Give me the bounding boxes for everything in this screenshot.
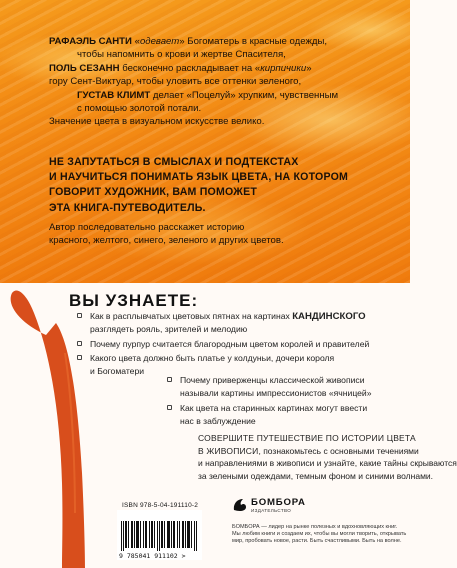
intro-line-3 [49, 62, 379, 75]
intro-line-4: гору Сент-Виктуар, чтобы уловить все оттенки зеленого, [49, 76, 302, 88]
journey-line: и направлениями в живописи и узнайте, какие тайны скрываются [198, 458, 457, 469]
artist-kandinsky: КАНДИНСКОГО [292, 311, 366, 322]
learn-item-line: Почему пурпур считается благородным цветом королей и правителей [90, 338, 370, 349]
learn-item-line: и Богоматери [90, 366, 145, 377]
publisher-name: БОМБОРА [251, 497, 306, 508]
headline-line: И НАУЧИТЬСЯ ПОНИМАТЬ ЯЗЫК ЦВЕТА, НА КОТОРОМ [49, 171, 349, 184]
isbn-number: ISBN 978-5-04-191110-2 [122, 502, 199, 509]
learn-list-2 [180, 374, 390, 429]
learn-item-text: Как в расплывчатых цветовых пятнах на картинах [90, 311, 293, 321]
author-paragraph [49, 221, 379, 248]
intro-line-1 [49, 35, 379, 48]
intro-italic: одевает [139, 36, 180, 47]
learn-item-line: Почему приверженцы классической живописи [180, 375, 365, 385]
intro-italic: кирпичики [260, 62, 307, 74]
square-bullet-icon [167, 405, 172, 410]
square-bullet-icon [77, 341, 82, 346]
journey-line: СОВЕРШИТЕ ПУТЕШЕСТВИЕ ПО ИСТОРИИ ЦВЕТА [198, 433, 416, 443]
intro-text: бесконечно раскладывает на « [119, 62, 261, 74]
publisher-subtitle: ИЗДАТЕЛЬСТВО [251, 508, 292, 513]
artist-klimt: ГУСТАВ КЛИМТ [77, 89, 151, 101]
intro-line-5 [49, 89, 379, 102]
brush-stroke-body [11, 290, 85, 568]
journey-text: , познакомьтесь с основными течениями [258, 445, 419, 456]
learn-item [90, 338, 390, 351]
journey-line: за зелеными одеждами, темным фоном и синими волнами. [198, 470, 434, 481]
square-bullet-icon [77, 355, 82, 360]
learn-list-1 [90, 310, 390, 379]
learn-item-line [90, 310, 390, 323]
learn-item [180, 374, 390, 401]
orange-paint-panel [0, 0, 410, 283]
publisher-desc-line: Мы любим книги и создаем их, чтобы вы могли творить, открывать [232, 531, 407, 538]
learn-item-line: Какого цвета должно быть платье у колдуньи, дочери короля [90, 352, 335, 363]
learn-item-line: Как цвета на старинных картинах могут ввести [180, 402, 368, 413]
square-bullet-icon [167, 377, 172, 382]
author-line: красного, желтого, синего, зеленого и других цветов. [49, 235, 284, 247]
intro-paragraph [49, 35, 379, 129]
intro-text: » Богоматерь в красные одежды, [179, 36, 328, 47]
learn-item-line: разглядеть рояль, зрителей и мелодию [90, 324, 248, 335]
intro-line-7: Значение цвета в визуальном искусстве велико. [49, 116, 265, 128]
headline-line: ЭТА КНИГА-ПУТЕВОДИТЕЛЬ. [49, 201, 206, 214]
learn-item-line: нас в заблуждение [180, 415, 256, 426]
headline-paragraph [49, 155, 379, 216]
journey-line [198, 445, 419, 458]
intro-line-6: с помощью золотой потали. [77, 103, 202, 115]
intro-text: « [131, 36, 140, 47]
intro-text: » [306, 62, 312, 74]
square-bullet-icon [77, 313, 82, 318]
learn-item [180, 402, 390, 429]
learn-item [90, 310, 390, 337]
bombora-logo-icon [232, 496, 248, 514]
journey-paragraph [198, 432, 457, 482]
author-line: Автор последовательно расскажет историю [49, 222, 245, 233]
artist-cezanne: ПОЛЬ СЕЗАНН [49, 62, 120, 74]
intro-text: делает «Поцелуй» хрупким, чувственным [150, 89, 339, 101]
barcode [117, 510, 202, 560]
headline-line: НЕ ЗАПУТАТЬСЯ В СМЫСЛАХ И ПОДТЕКСТАХ [49, 156, 299, 168]
publisher-description [232, 524, 407, 546]
intro-line-2: чтобы напомнить о крови и жертве Спасителя, [77, 49, 286, 61]
publisher-desc-line: БОМБОРА — лидер на рынке полезных и вдохновляющих книг. [232, 524, 398, 530]
learn-item-line: называли картины импрессионистов «ячницей» [180, 388, 372, 399]
headline-line: ГОВОРИТ ХУДОЖНИК, ВАМ ПОМОЖЕТ [49, 186, 258, 199]
journey-caps: В ЖИВОПИСИ [198, 445, 259, 456]
artist-raphael: РАФАЭЛЬ САНТИ [49, 36, 132, 47]
barcode-bars [121, 521, 198, 551]
learn-title: ВЫ УЗНАЕТЕ: [69, 291, 199, 310]
barcode-digits: 9 785041 911102 > [119, 552, 186, 560]
publisher-desc-line: мир, пробовать новое, расти. Быть счастливыми. Быть на волне. [232, 538, 402, 545]
